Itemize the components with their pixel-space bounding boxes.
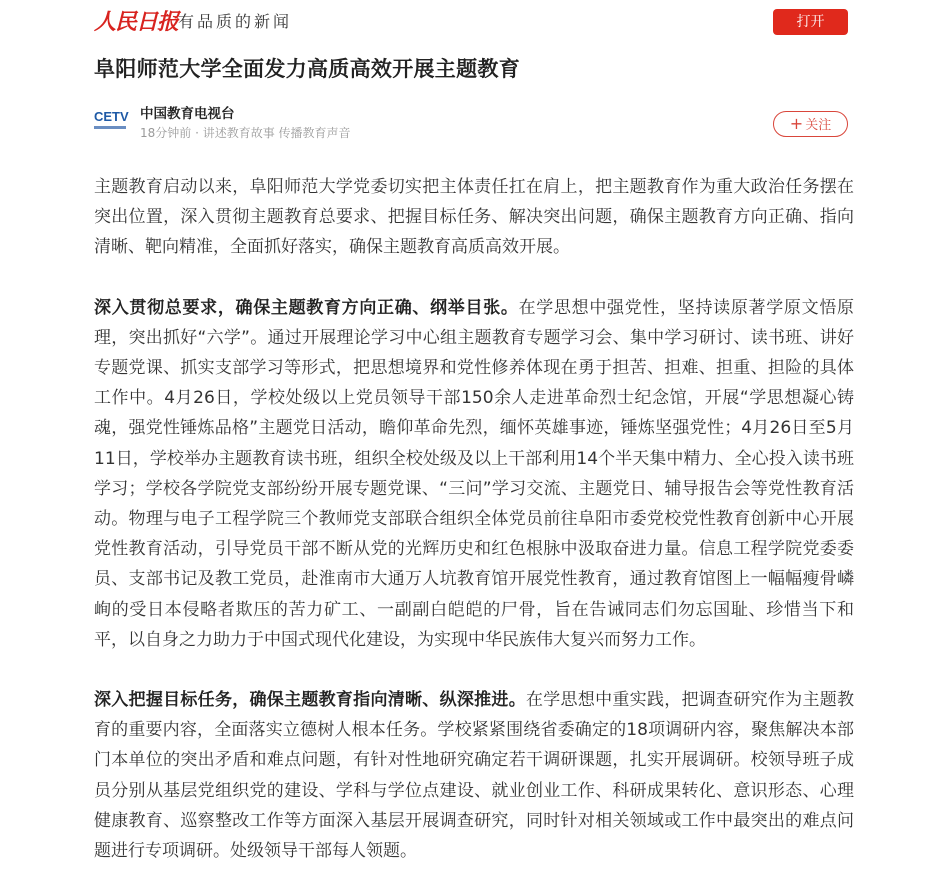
plus-icon: + (789, 114, 804, 133)
follow-label: 关注 (805, 118, 832, 133)
open-app-button[interactable]: 打开 (773, 9, 848, 35)
follow-button[interactable] (773, 111, 848, 137)
paragraph-text: 主题教育启动以来，阜阳师范大学党委切实把主体责任扛在肩上，把主题教育作为重大政治任务摆在突出位置，深入贯彻主题教育总要求、把握目标任务、解决突出问题，确保主题教育方向正确、指向清晰、靶向精准，全面抓好落实，确保主题教育高质高效开展。 (94, 177, 854, 258)
peoples-daily-logo[interactable]: 人民日报 (94, 9, 179, 35)
meta-separator: · (191, 126, 203, 140)
article-paragraph (94, 685, 854, 866)
author-avatar[interactable] (94, 110, 130, 136)
author-meta (140, 125, 351, 141)
publish-time: 18分钟前 (140, 126, 192, 140)
paragraph-text: 在学思想中重实践，把调查研究作为主题教育的重要内容，全面落实立德树人根本任务。学校紧紧围绕省委确定的18项调研内容，聚焦解决本部门本单位的突出矛盾和难点问题，有针对性地研究确定若干调研课题，扎实开展调研。校领导班子成员分别从基层党组织党的建设、学科与学位点建设、就业创业工作、科研成果转化、意识形态、心理健康教育、巡察整改工作等方面深入基层开展调查研究，同时针对相关领域或工作中最突出的难点问题进行专项调研。处级领导干部每人领题。 (94, 690, 855, 862)
cetv-logo-subline (94, 126, 126, 129)
top-app-banner (0, 0, 933, 46)
author-motto: 讲述教育故事 传播教育声音 (202, 126, 351, 140)
cetv-logo-text: CETV (94, 109, 129, 124)
article-paragraph (94, 172, 854, 263)
paragraph-lead: 深入把握目标任务，确保主题教育指向清晰、纵深推进。 (94, 690, 526, 711)
article-title: 阜阳师范大学全面发力高质高效开展主题教育 (94, 57, 520, 81)
article-paragraph (94, 293, 854, 655)
brand-slogan: 有品质的新闻 (178, 12, 293, 31)
paragraph-lead: 深入贯彻总要求，确保主题教育方向正确、纲举目张。 (94, 297, 519, 318)
author-bar (94, 104, 854, 144)
article-body (94, 172, 854, 893)
paragraph-text: 在学思想中强党性，坚持读原著学原文悟原理，突出抓好“六学”。通过开展理论学习中心组主题教育专题学习会、集中学习研讨、读书班、讲好专题党课、抓实支部学习等形式，把思想境界和党性修养体现在勇于担苦、担难、担重、担险的具体工作中。4月26日，学校处级以上党员领导干部150余人走进革命烈士纪念馆，开展“学思想凝心铸魂，强党性锤炼品格”主题党日活动，瞻仰革命先烈，缅怀英雄事迹，锤炼坚强党性；4月26日至5月11日，学校举办主题教育读书班，组织全校处级及以上干部利用14个半天集中精力、全心投入读书班学习；学校各学院党支部纷纷开展专题党课、“三问”学习交流、主题党日、辅导报告会等党性教育活动。物理与电子工程学院三个教师党支部联合组织全体党员前往阜阳市委党校党性教育创新中心开展党性教育活动，引导党员干部不断从党的光辉历史和红色根脉中汲取奋进力量。信息工程学院党委委员、支部书记及教工党员，赴淮南市大通万人坑教育馆开展党性教育，通过教育馆图上一幅幅瘦骨嶙峋的受日本侵略者欺压的苦力矿工、一副副白皑皑的尸骨，旨在告诫同志们勿忘国耻、珍惜当下和平，以自身之力助力于中国式现代化建设，为实现中华民族伟大复兴而努力工作。 (94, 297, 855, 650)
author-name[interactable]: 中国教育电视台 (140, 106, 235, 122)
